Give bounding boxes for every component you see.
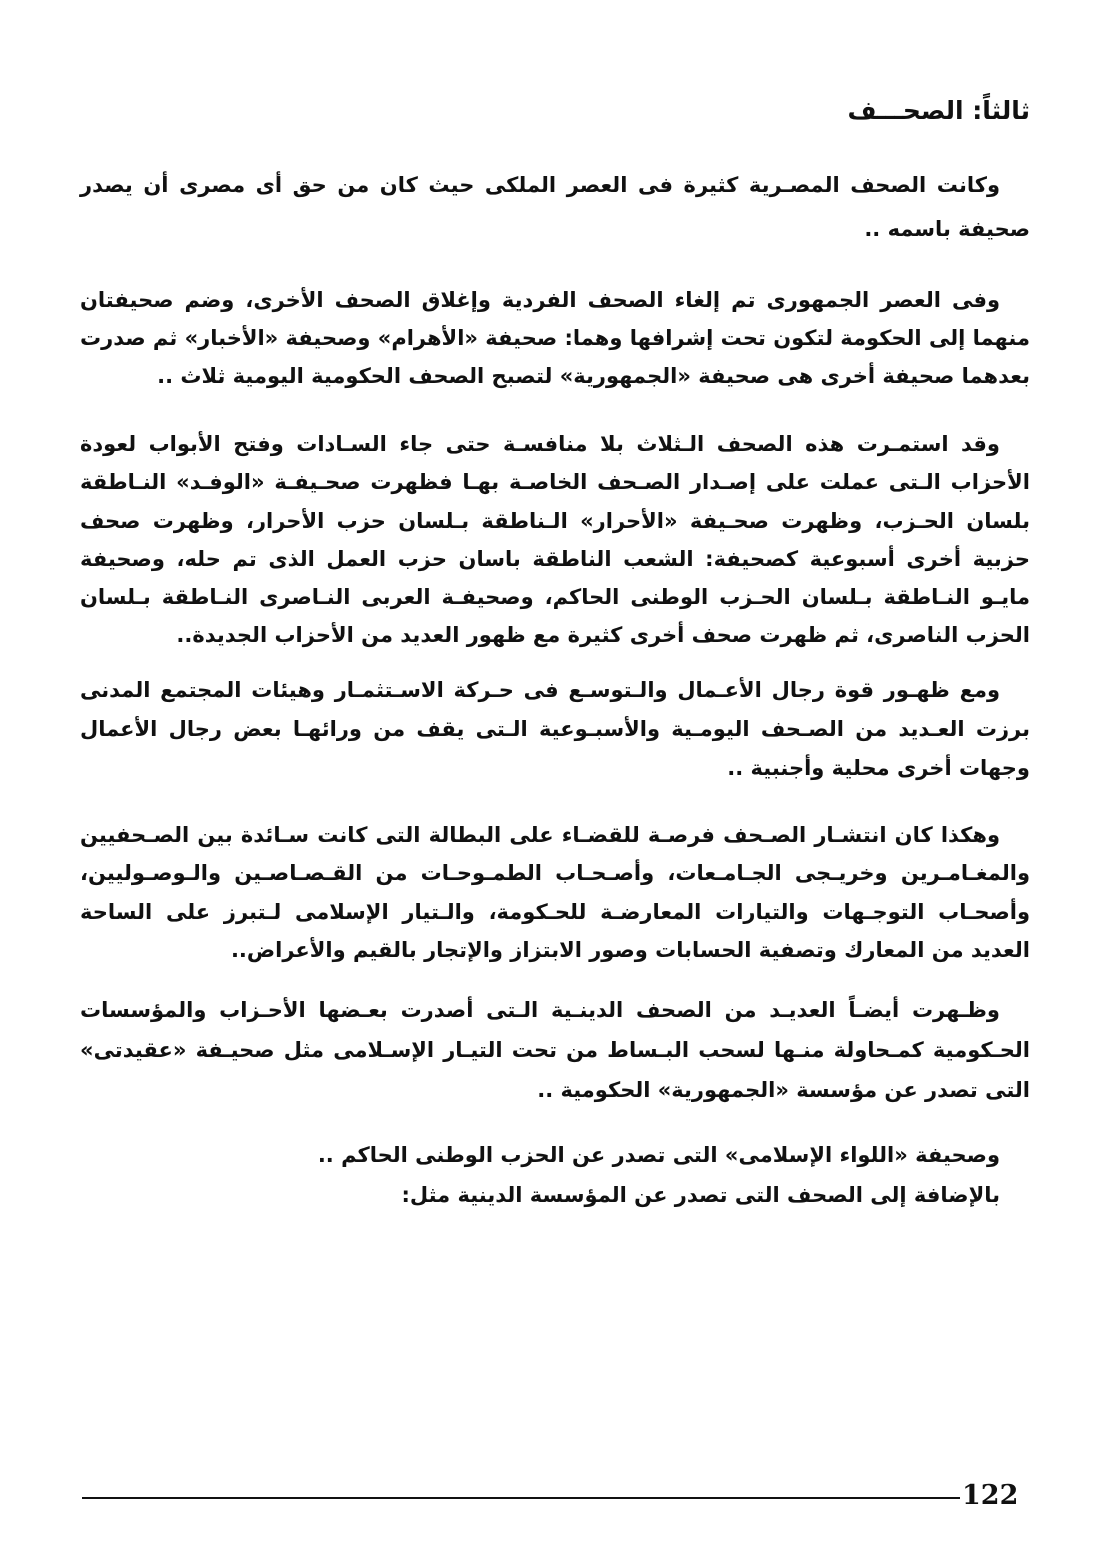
text-line: الحـكومية كمـحاولة منـها لسحب البـساط من تحت التيـار الإسـلامى مثل صحيـفة «عقيدتى» [80, 1038, 1030, 1062]
text-line: وجهات أخرى محلية وأجنبية .. [727, 756, 1030, 780]
text-line: وقد استمـرت هذه الصحف الـثلاث بلا منافسـة حتى جاء السـادات وفتح الأبواب لعودة [80, 432, 1000, 456]
text-line: مايـو النـاطقة بـلسان الحـزب الوطنى الحاكم، وصحيفـة العربى النـاصرى النـاطقة بـلسان [80, 585, 1030, 609]
text-line: صحيفة باسمه .. [864, 217, 1030, 241]
text-line: برزت العـديد من الصـحف اليومـية والأسبـوعية الـتى يقف من ورائهـا بعض رجال الأعمال [80, 717, 1030, 741]
text-line: الأحزاب الـتى عملت على إصـدار الصـحف الخاصـة بهـا فظهرت صحـيفـة «الوفـد» النـاطقة [80, 470, 1030, 494]
section-title: ثالثاً: الصحـــف [847, 96, 1030, 125]
footer-rule [82, 1497, 960, 1499]
text-line: وأصحـاب التوجـهات والتيارات المعارضـة للحـكومة، والـتيار الإسلامى لـتبرز على الساحة [80, 900, 1030, 924]
text-line: وظـهرت أيضـاً العديـد من الصحف الدينـية الـتى أصدرت بعـضها الأحـزاب والمؤسسات [80, 998, 1000, 1022]
text-line: التى تصدر عن مؤسسة «الجمهورية» الحكومية .. [537, 1078, 1030, 1102]
text-line: العديد من المعارك وتصفية الحسابات وصور الابتزاز والإتجار بالقيم والأعراض.. [230, 938, 1030, 962]
text-line: الحزب الناصرى، ثم ظهرت صحف أخرى كثيرة مع ظهور العديد من الأحزاب الجديدة.. [176, 623, 1030, 647]
text-line: حزبية أخرى أسبوعية كصحيفة: الشعب الناطقة باسان حزب العمل الذى تم حله، وصحيفة [80, 547, 1030, 571]
text-line: بالإضافة إلى الصحف التى تصدر عن المؤسسة الدينية مثل: [401, 1183, 1000, 1207]
text-line: ومع ظهـور قوة رجال الأعـمال والـتوسـع فى حـركة الاسـتثمـار وهيئات المجتمع المدنى [80, 678, 1000, 702]
text-line: والمغـامـرين وخريـجى الجـامـعات، وأصـحـاب الطمـوحـات من القـصـاصـين والـوصـوليين، [80, 861, 1030, 885]
text-line: بلسان الحـزب، وظهرت صحـيفة «الأحرار» الـناطقة بـلسان حزب الأحرار، وظهرت صحف [80, 509, 1030, 533]
text-line: وكانت الصحف المصـرية كثيرة فى العصر الملكى حيث كان من حق أى مصرى أن يصدر [80, 173, 1000, 197]
text-line: وفى العصر الجمهورى تم إلغاء الصحف الفردية وإغلاق الصحف الأخرى، وضم صحيفتان [80, 288, 1000, 312]
text-line: منهما إلى الحكومة لتكون تحت إشرافها وهما: صحيفة «الأهرام» وصحيفة «الأخبار» ثم صدرت [80, 326, 1030, 350]
page-number: 122 [962, 1480, 1019, 1511]
text-line: بعدهما صحيفة أخرى هى صحيفة «الجمهورية» لتصبح الصحف الحكومية اليومية ثلاث .. [157, 364, 1030, 388]
text-line: وصحيفة «اللواء الإسلامى» التى تصدر عن الحزب الوطنى الحاكم .. [317, 1143, 1000, 1167]
text-line: وهكذا كان انتشـار الصـحف فرصـة للقضـاء على البطالة التى كانت سـائدة بين الصـحفيين [80, 823, 1000, 847]
